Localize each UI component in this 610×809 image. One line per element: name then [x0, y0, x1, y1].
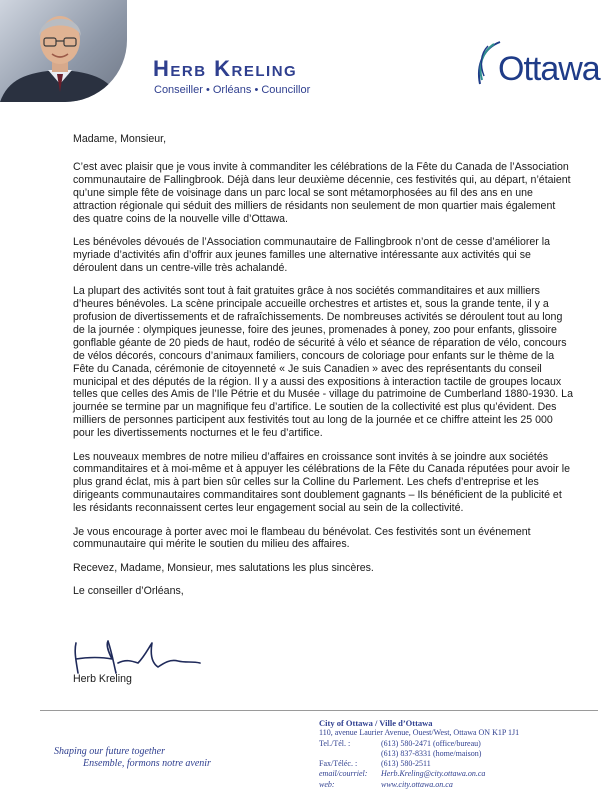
- contact-fax: [319, 759, 599, 769]
- phone-label: Tel./Tél. :: [319, 738, 351, 748]
- letter-paragraph: Je vous encourage à porter avec moi le flambeau du bénévolat. Ces festivités sont un événement communautaire qui mérite le soutien du milieu des affaires.: [73, 525, 531, 551]
- letter-paragraph: Les bénévoles dévoués de l’Association communautaire de Fallingbrook n’ont de cesse d’améliorer la myriade d’activités afin d’offrir aux jeunes familles une alternative intéressante aux activités qui se déroulent dans un centre-ville très achalandé.: [73, 235, 550, 274]
- contact-email: [319, 769, 599, 779]
- email-label: email/courriel:: [319, 769, 368, 779]
- letter-closing: Recevez, Madame, Monsieur, mes salutations les plus sincères.: [73, 561, 374, 574]
- footer-divider: [40, 710, 598, 711]
- slogan: [54, 746, 211, 770]
- slogan-french: Ensemble, formons notre avenir: [83, 758, 211, 769]
- letter-salutation: Madame, Monsieur,: [73, 133, 167, 145]
- councillor-name: Herb Kreling: [153, 56, 298, 81]
- letter-signoff: Le conseiller d’Orléans,: [73, 585, 184, 598]
- ottawa-logo: [470, 40, 600, 96]
- phone-home: (613) 837-8331 (home/maison): [381, 748, 482, 758]
- contact-phone-home: [319, 749, 599, 759]
- councillor-role: Conseiller • Orléans • Councillor: [154, 84, 311, 96]
- contact-web: [319, 780, 599, 790]
- contact-address: 110, avenue Laurier Avenue, Ouest/West, Ottawa ON K1P 1J1: [319, 728, 520, 738]
- web-link[interactable]: www.city.ottawa.on.ca: [381, 779, 453, 789]
- councillor-portrait: [0, 0, 127, 102]
- ottawa-logo-text: Ottawa: [498, 50, 600, 88]
- letter-paragraph: Les nouveaux membres de notre milieu d’affaires en croissance sont invités à se joindre aux sociétés commanditaires et à moi-même et à appuyer les célébrations de la Fête du Canada réputées pour avoir le plus grand éclat, mis à part bien sûr celles sur la Colline du Parlement. Les chefs d’entreprise et les dirigeants communautaires commanditaires sont doublement gagnants – Ils bénéficient de la publicité et les résidants reconnaissent certes leur engagement social au sein de la collectivité.: [73, 450, 570, 515]
- contact-block: [319, 718, 599, 790]
- letter-paragraph: C’est avec plaisir que je vous invite à commanditer les célébrations de la Fête du Canada de l’Association communautaire de Fallingbrook. Déjà dans leur deuxième décennie, ces festivités qui, au départ, n’étaient qu’une simple fête de voisinage dans un parc local se sont métamorphosées au fil des ans en une attraction régionale qui séduit des milliers de résidants non seulement de mon quartier mais également des quatre coins de la nouvelle ville d’Ottawa.: [73, 160, 571, 225]
- letter-body: [73, 133, 575, 609]
- contact-phone-office: [319, 739, 599, 749]
- contact-organization: City of Ottawa / Ville d’Ottawa: [319, 718, 433, 728]
- web-label: web:: [319, 779, 335, 789]
- fax-label: Fax/Téléc. :: [319, 759, 358, 769]
- letter-paragraph: La plupart des activités sont tout à fait gratuites grâce à nos sociétés commanditaires et aux milliers d’heures bénévoles. La scène principale accueille orchestres et artistes et, sous la grande tente, il y a profusion de divertissements et de rafraîchissements. De nombreuses activités se déroulent tout au long de la journée : olympiques jeunesse, foire des jeunes, promenades à poney, zoo pour enfants, glissoire gonflable géante de 20 pieds de haut, rodéo de sécurité à vélo et séance de réparation de vélo, concours de vélos décorés, concours d’animaux familiers, concours de coloriage pour enfants sur le thème de la Fête du Canada, cérémonie de citoyenneté « Je suis Canadien » avec des représentants du conseil municipal et des députés de la région. Il y a aussi des expositions à interaction tactile de groupes locaux telles que celles des Amis de l’Ile Pétrie et du Musée - village du patrimoine de Cumberland 1880-1930. La journée se termine par un magnifique feu d’artifice. Le soutien de la collectivité est plus qu’évident. Des milliers de personnes participent aux festivités tout au long de la journée et ce chiffre atteint les 25 000 pour les divertissements nocturnes et le feu d’artifice.: [73, 285, 573, 440]
- phone-office: (613) 580-2471 (office/bureau): [381, 738, 481, 748]
- fax-number: (613) 580-2511: [381, 759, 431, 769]
- email-link[interactable]: Herb.Kreling@city.ottawa.on.ca: [381, 769, 486, 779]
- signer-name: Herb Kreling: [73, 673, 132, 685]
- slogan-english: Shaping our future together: [54, 746, 166, 757]
